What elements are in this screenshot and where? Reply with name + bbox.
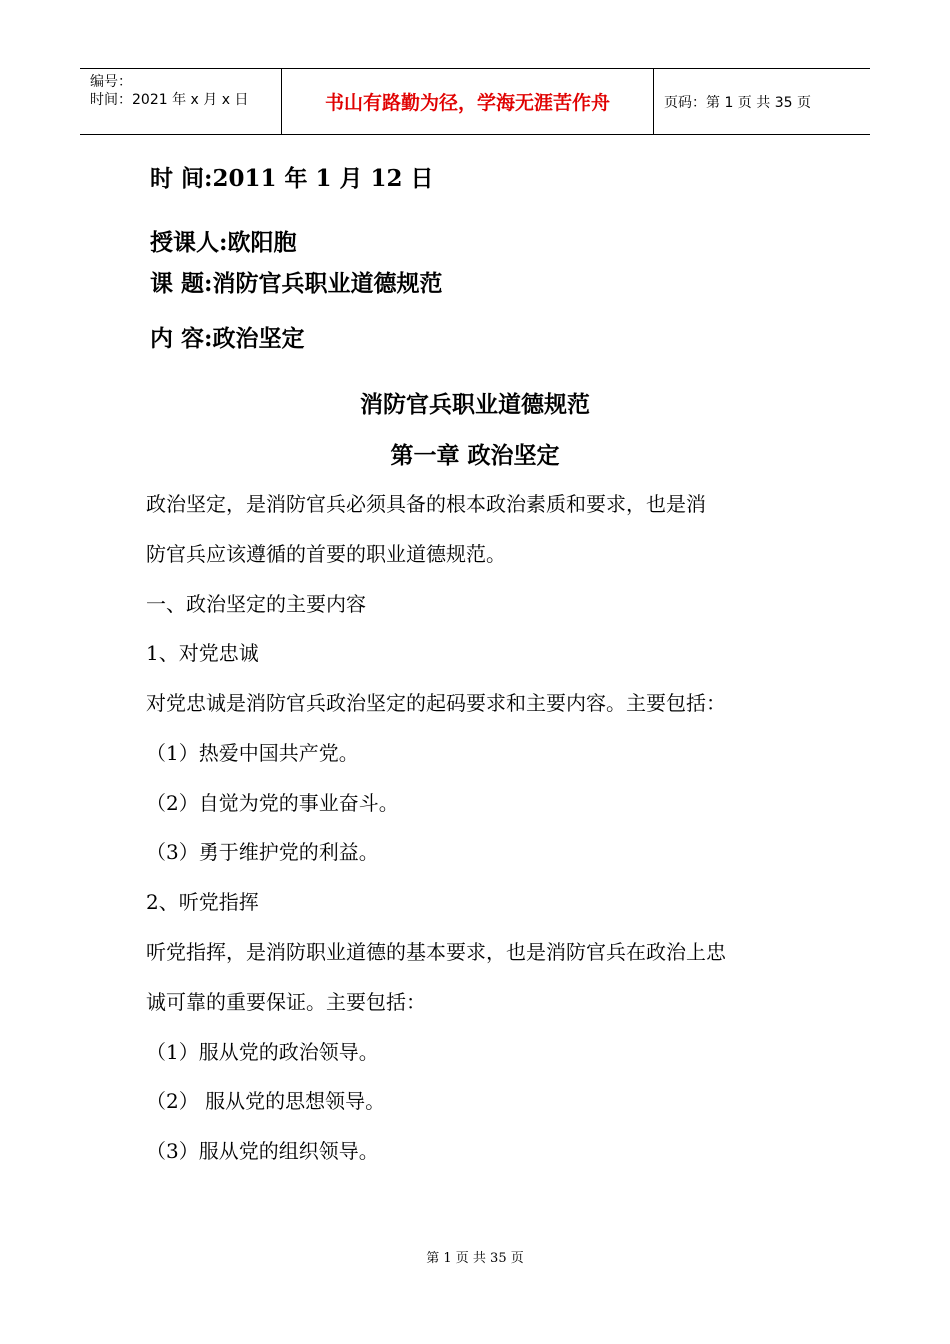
page-footer: 第 1 页 共 35 页 [426,1251,524,1266]
list-item: （1）服从党的政治领导。 [146,1040,379,1064]
document-title: 消防官兵职业道德规范 [360,391,590,418]
header-page-cell [654,69,870,134]
chapter-title: 第一章 政治坚定 [390,442,560,469]
paragraph-line: 政治坚定，是消防官兵必须具备的根本政治素质和要求，也是消 [146,492,706,516]
page-header [80,68,870,135]
list-item: （2） 服从党的思想领导。 [146,1089,386,1113]
meta-teacher: 授课人:欧阳胞 [150,229,297,256]
list-item: （3）服从党的组织领导。 [146,1139,379,1163]
header-motto-cell [282,69,654,134]
paragraph-line: 防官兵应该遵循的首要的职业道德规范。 [146,542,506,566]
list-item: （3）勇于维护党的利益。 [146,840,379,864]
subsection-heading: 1、对党忠诚 [146,641,259,665]
section-heading: 一、政治坚定的主要内容 [146,592,366,616]
paragraph-line: 听党指挥，是消防职业道德的基本要求，也是消防官兵在政治上忠 [146,940,726,964]
list-item: （1）热爱中国共产党。 [146,741,359,765]
meta-time: 时 间:2011 年 1 月 12 日 [150,165,434,192]
subsection-heading: 2、听党指挥 [146,890,259,914]
meta-content: 内 容:政治坚定 [150,325,305,352]
header-page-label: 页码：第 1 页 共 35 页 [664,94,811,111]
header-left-cell [80,69,282,134]
paragraph-line: 诚可靠的重要保证。主要包括： [146,990,426,1014]
header-motto: 书山有路勤为径，学海无涯苦作舟 [324,92,610,114]
meta-topic: 课 题:消防官兵职业道德规范 [150,270,443,297]
paragraph-line: 对党忠诚是消防官兵政治坚定的起码要求和主要内容。主要包括： [146,691,726,715]
list-item: （2）自觉为党的事业奋斗。 [146,791,399,815]
time-label: 时间：2021 年 x 月 x 日 [90,92,249,108]
number-label: 编号： [90,74,132,90]
